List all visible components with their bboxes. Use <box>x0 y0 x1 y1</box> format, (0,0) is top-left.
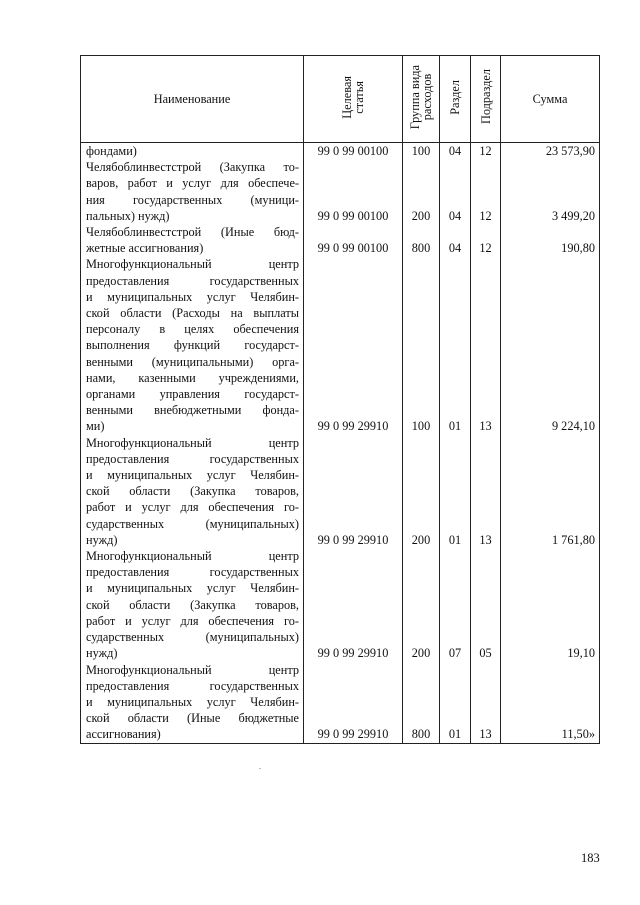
row-sum: 23 573,90 <box>501 143 600 160</box>
table-row <box>81 224 600 256</box>
name-line: и муниципальных услуг Челябин- <box>86 289 299 304</box>
row-sum: 1 761,80 <box>501 435 600 548</box>
row-target-article: 99 0 99 29910 <box>304 662 403 744</box>
row-section: 01 <box>440 662 471 744</box>
name-line: предоставления государственных <box>86 565 299 580</box>
header-target-article <box>304 56 403 143</box>
row-name <box>81 435 304 548</box>
name-line: нужд) <box>86 532 118 547</box>
row-section: 04 <box>440 224 471 256</box>
name-line: ской области (Расходы на выплаты <box>86 306 299 321</box>
header-group-text: Группа вида расходов <box>408 64 434 130</box>
row-expense-group: 200 <box>403 159 440 224</box>
name-line: ассигнования) <box>86 727 161 742</box>
row-name <box>81 143 304 160</box>
name-line: сударственных (муниципальных) <box>86 630 299 645</box>
row-subsection: 05 <box>471 548 501 661</box>
table-row <box>81 143 600 160</box>
row-target-article: 99 0 99 00100 <box>304 159 403 224</box>
header-sum: Сумма <box>501 56 600 143</box>
row-expense-group: 200 <box>403 548 440 661</box>
row-subsection: 13 <box>471 662 501 744</box>
name-line: нами, казенными учреждениями, <box>86 370 299 385</box>
name-line: ской области (Иные бюджетные <box>86 711 299 726</box>
row-section: 04 <box>440 159 471 224</box>
name-line: и муниципальных услуг Челябин- <box>86 468 299 483</box>
name-line: венными (муниципальными) орга- <box>86 354 299 369</box>
name-line: венными внебюджетными фонда- <box>86 403 299 418</box>
row-sum: 9 224,10 <box>501 256 600 434</box>
row-subsection: 12 <box>471 224 501 256</box>
row-subsection: 13 <box>471 256 501 434</box>
name-line: нужд) <box>86 646 118 661</box>
name-line: жетные ассигнования) <box>86 241 204 256</box>
row-sum: 3 499,20 <box>501 159 600 224</box>
row-subsection: 12 <box>471 143 501 160</box>
row-subsection: 12 <box>471 159 501 224</box>
header-target-text: Целевая статья <box>340 75 366 119</box>
name-line: персоналу в целях обеспечения <box>86 322 299 337</box>
name-line: предоставления государственных <box>86 678 299 693</box>
name-line: ния государственных (муници- <box>86 192 299 207</box>
name-line: предоставления государственных <box>86 451 299 466</box>
table-row <box>81 662 600 744</box>
scan-speck <box>259 768 261 769</box>
row-name <box>81 159 304 224</box>
row-target-article: 99 0 99 29910 <box>304 435 403 548</box>
name-line: работ и услуг для обеспечения го- <box>86 613 299 628</box>
name-line: ми) <box>86 419 105 434</box>
name-line: и муниципальных услуг Челябин- <box>86 694 299 709</box>
row-expense-group: 200 <box>403 435 440 548</box>
table-row <box>81 435 600 548</box>
name-line: Многофункциональный центр <box>86 435 299 450</box>
header-name: Наименование <box>81 56 304 143</box>
row-name <box>81 224 304 256</box>
row-expense-group: 100 <box>403 143 440 160</box>
header-section: Раздел <box>440 56 471 143</box>
name-line: и муниципальных услуг Челябин- <box>86 581 299 596</box>
table-row <box>81 256 600 434</box>
name-line: пальных) нужд) <box>86 208 170 223</box>
header-subsection: Подраздел <box>471 56 501 143</box>
row-section: 07 <box>440 548 471 661</box>
row-sum: 11,50» <box>501 662 600 744</box>
row-sum: 19,10 <box>501 548 600 661</box>
row-target-article: 99 0 99 00100 <box>304 224 403 256</box>
row-subsection: 13 <box>471 435 501 548</box>
row-target-article: 99 0 99 00100 <box>304 143 403 160</box>
row-name <box>81 548 304 661</box>
row-name <box>81 256 304 434</box>
name-line: ской области (Закупка товаров, <box>86 597 299 612</box>
row-target-article: 99 0 99 29910 <box>304 548 403 661</box>
name-line: фондами) <box>86 144 137 158</box>
name-line: предоставления государственных <box>86 273 299 288</box>
row-expense-group: 800 <box>403 662 440 744</box>
row-target-article: 99 0 99 29910 <box>304 256 403 434</box>
row-expense-group: 100 <box>403 256 440 434</box>
name-line: сударственных (муниципальных) <box>86 516 299 531</box>
name-line: Челябоблинвестстрой (Иные бюд- <box>86 225 299 240</box>
name-line: органами управления государст- <box>86 387 299 402</box>
header-row <box>81 56 600 143</box>
name-line: варов, работ и услуг для обеспече- <box>86 176 299 191</box>
row-section: 04 <box>440 143 471 160</box>
name-line: Многофункциональный центр <box>86 549 299 564</box>
header-expense-group <box>403 56 440 143</box>
name-line: Многофункциональный центр <box>86 257 299 272</box>
name-line: ской области (Закупка товаров, <box>86 484 299 499</box>
name-line: работ и услуг для обеспечения го- <box>86 500 299 515</box>
table-row <box>81 159 600 224</box>
row-sum: 190,80 <box>501 224 600 256</box>
name-line: выполнения функций государст- <box>86 338 299 353</box>
row-section: 01 <box>440 435 471 548</box>
name-line: Многофункциональный центр <box>86 662 299 677</box>
row-section: 01 <box>440 256 471 434</box>
table-row <box>81 548 600 661</box>
name-line: Челябоблинвестстрой (Закупка то- <box>86 160 299 175</box>
budget-table <box>80 55 600 744</box>
row-name <box>81 662 304 744</box>
row-expense-group: 800 <box>403 224 440 256</box>
page-number: 183 <box>581 851 600 865</box>
